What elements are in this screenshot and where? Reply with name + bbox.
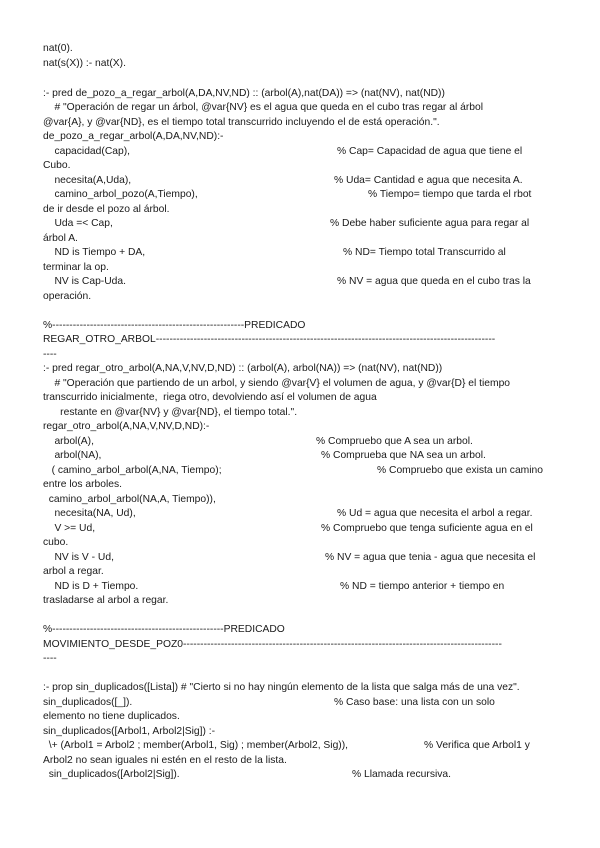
code-line: V >= Ud,	[43, 523, 96, 534]
prop-declaration: :- prop sin_duplicados([Lista]) # "Cierto si no hay ningún elemento de la lista que salga más de una vez".	[43, 682, 520, 693]
code-line: necesita(A,Uda),	[43, 175, 132, 186]
section-separator: ----	[43, 349, 57, 360]
code-line: sin_duplicados([Arbol2|Sig]).	[43, 769, 180, 780]
comment-wrap: Arbol2 no sean iguales ni estén en el resto de la lista.	[43, 755, 287, 766]
line-comment: % ND= Tiempo total Transcurrido al	[343, 247, 506, 258]
section-separator: ----	[43, 653, 57, 664]
line-comment: % Uda= Cantidad e agua que necesita A.	[334, 175, 523, 186]
pred-declaration: :- pred regar_otro_arbol(A,NA,V,NV,D,ND) :: (arbol(A), arbol(NA)) => (nat(NV), nat(ND))	[43, 363, 443, 374]
line-comment: % Comprueba que NA sea un arbol.	[321, 450, 486, 461]
pred-declaration: :- pred de_pozo_a_regar_arbol(A,DA,NV,ND) :: (arbol(A),nat(DA)) => (nat(NV), nat(ND))	[43, 88, 445, 99]
line-comment: % Compruebo que tenga suficiente agua en el	[321, 523, 533, 534]
comment-wrap: trasladarse al arbol a regar.	[43, 595, 169, 606]
code-line: ND is D + Tiempo.	[43, 581, 139, 592]
line-comment: % Compruebo que exista un camino	[377, 465, 543, 476]
doc-comment: # "Operación que partiendo de un arbol, y siendo @var{V} el volumen de agua, y @var{D} el tiempo	[43, 378, 511, 389]
comment-wrap: cubo.	[43, 537, 69, 548]
comment-wrap: arbol a regar.	[43, 566, 104, 577]
doc-comment: transcurrido inicialmente, riega otro, devolviendo así el volumen de agua	[43, 392, 377, 403]
code-line: NV is Cap-Uda.	[43, 276, 126, 287]
code-line: NV is V - Ud,	[43, 552, 114, 563]
code-line: nat(0).	[43, 43, 73, 54]
line-comment: % Cap= Capacidad de agua que tiene el	[337, 146, 523, 157]
line-comment: % Tiempo= tiempo que tarda el rbot	[368, 189, 532, 200]
comment-wrap: terminar la op.	[43, 262, 109, 273]
code-line: nat(s(X)) :- nat(X).	[43, 58, 126, 69]
section-separator: %--------------------------------------------------PREDICADO	[43, 624, 285, 635]
comment-wrap: operación.	[43, 291, 92, 302]
line-comment: % Debe haber suficiente agua para regar al	[330, 218, 530, 229]
code-line: ( camino_arbol_arbol(A,NA, Tiempo);	[43, 465, 222, 476]
comment-wrap: de ir desde el pozo al árbol.	[43, 204, 170, 215]
clause-head: regar_otro_arbol(A,NA,V,NV,D,ND):-	[43, 421, 210, 432]
line-comment: % Compruebo que A sea un arbol.	[316, 436, 473, 447]
comment-wrap: Cubo.	[43, 160, 71, 171]
code-line: ND is Tiempo + DA,	[43, 247, 146, 258]
comment-wrap: entre los arboles.	[43, 479, 122, 490]
section-separator: REGAR_OTRO_ARBOL---------------------------------------------------------------------------------------------------	[43, 334, 496, 345]
line-comment: % ND = tiempo anterior + tiempo en	[340, 581, 505, 592]
doc-comment: # "Operación de regar un árbol, @var{NV} es el agua que queda en el cubo tras regar al árbol	[43, 102, 483, 113]
section-separator: %--------------------------------------------------------PREDICADO	[43, 320, 306, 331]
line-comment: % Llamada recursiva.	[352, 769, 452, 780]
clause-head: sin_duplicados([Arbol1, Arbol2|Sig]) :-	[43, 726, 216, 737]
line-comment: % Verifica que Arbol1 y	[424, 740, 530, 751]
doc-comment: @var{A}, y @var{ND}, es el tiempo total transcurrido incluyendo el de está operación.".	[43, 117, 440, 128]
code-line: \+ (Arbol1 = Arbol2 ; member(Arbol1, Sig) ; member(Arbol2, Sig)),	[43, 740, 349, 751]
comment-wrap: árbol A.	[43, 233, 78, 244]
code-line: sin_duplicados([_]).	[43, 697, 133, 708]
code-line: necesita(NA, Ud),	[43, 508, 136, 519]
code-line: arbol(NA),	[43, 450, 102, 461]
clause-head: de_pozo_a_regar_arbol(A,DA,NV,ND):-	[43, 131, 224, 142]
line-comment: % Caso base: una lista con un solo	[334, 697, 495, 708]
code-line: Uda =< Cap,	[43, 218, 113, 229]
code-line: arbol(A),	[43, 436, 94, 447]
line-comment: % NV = agua que tenia - agua que necesita el	[325, 552, 536, 563]
section-separator: MOVIMIENTO_DESDE_POZ0---------------------------------------------------------------------------------------------	[43, 639, 502, 650]
code-line: camino_arbol_arbol(NA,A, Tiempo)),	[43, 494, 216, 505]
doc-comment: restante en @var{NV} y @var{ND}, el tiempo total.".	[43, 407, 298, 418]
line-comment: % Ud = agua que necesita el arbol a regar.	[337, 508, 533, 519]
code-line: capacidad(Cap),	[43, 146, 130, 157]
code-line: camino_arbol_pozo(A,Tiempo),	[43, 189, 198, 200]
line-comment: % NV = agua que queda en el cubo tras la	[337, 276, 531, 287]
comment-wrap: elemento no tiene duplicados.	[43, 711, 180, 722]
